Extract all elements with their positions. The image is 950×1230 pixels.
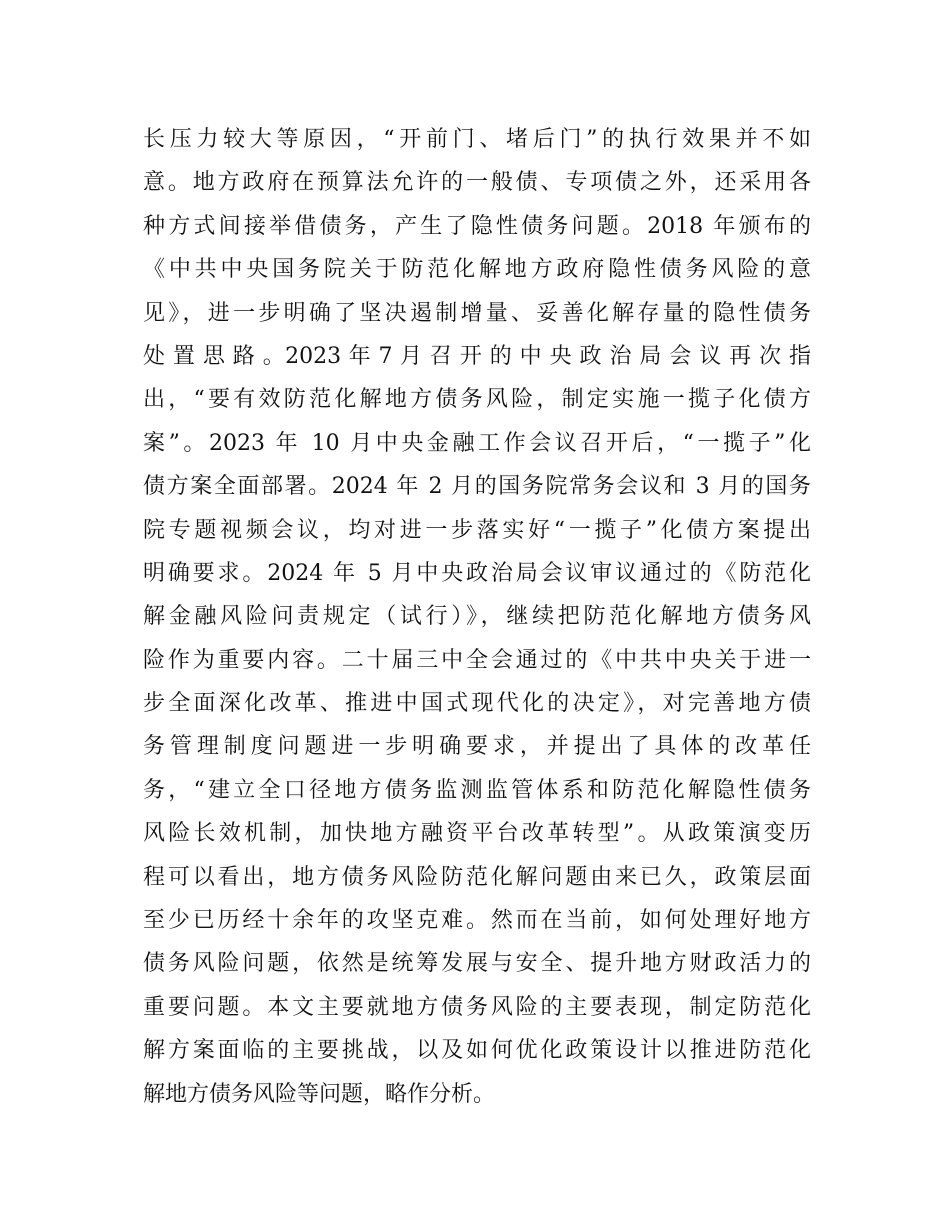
paragraph-line: 险作为重要内容。二十届三中全会通过的《中共中央关于进一 [143,647,811,673]
paragraph-line: 案”。2023 年 10 月中央金融工作会议召开后，“一揽子”化 [143,430,811,456]
paragraph-line: 解地方债务风险等问题，略作分析。 [143,1081,496,1107]
paragraph-line: 解金融风险问责规定（试行）》，继续把防范化解地方债务风 [143,604,811,630]
paragraph-line: 长压力较大等原因，“开前门、堵后门”的执行效果并不如 [143,127,811,152]
paragraph-line: 解方案面临的主要挑战，以及如何优化政策设计以推进防范化 [143,1038,811,1064]
paragraph-line: 明确要求。2024 年 5 月中央政治局会议审议通过的《防范化 [143,560,811,586]
paragraph-line: 种方式间接举借债务，产生了隐性债务问题。2018 年颁布的 [143,213,811,239]
paragraph-line: 债方案全面部署。2024 年 2 月的国务院常务会议和 3 月的国务 [143,474,811,500]
paragraph-line: 见》，进一步明确了坚决遏制增量、妥善化解存量的隐性债务 [143,300,811,326]
paragraph-line: 债务风险问题，依然是统筹发展与安全、提升地方财政活力的 [143,951,811,977]
paragraph-line: 务，“建立全口径地方债务监测监管体系和防范化解隐性债务 [143,777,811,803]
paragraph-line: 程可以看出，地方债务风险防范化解问题由来已久，政策层面 [143,864,811,890]
body-paragraph [143,118,811,1116]
paragraph-line: 风险长效机制，加快地方融资平台改革转型”。从政策演变历 [143,821,811,847]
paragraph-line: 处 置 思 路 。2023 年 7 月 召 开 的 中 央 政 治 局 会 议 再 次 指 [143,343,811,369]
paragraph-line: 《中共中央国务院关于防范化解地方政府隐性债务风险的意 [143,257,811,283]
paragraph-line: 务管理制度问题进一步明确要求，并提出了具体的改革任 [143,734,811,760]
paragraph-line: 院专题视频会议，均对进一步落实好“一揽子”化债方案提出 [143,517,811,543]
paragraph-line: 意。地方政府在预算法允许的一般债、专项债之外，还采用各 [143,170,811,196]
paragraph-line: 出，“要有效防范化解地方债务风险，制定实施一揽子化债方 [143,387,811,413]
paragraph-line: 重要问题。本文主要就地方债务风险的主要表现，制定防范化 [143,994,811,1020]
paragraph-line: 至少已历经十余年的攻坚克难。然而在当前，如何处理好地方 [143,908,811,934]
paragraph-line: 步全面深化改革、推进中国式现代化的决定》，对完善地方债 [143,691,811,717]
